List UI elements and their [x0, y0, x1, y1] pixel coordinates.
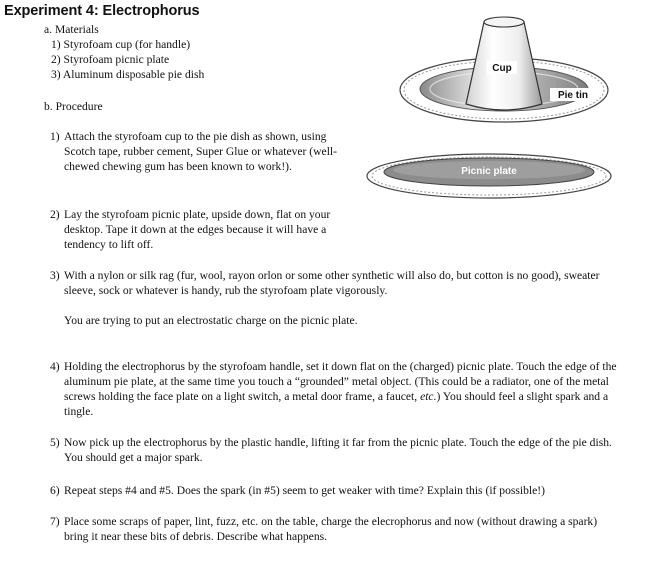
step-number: 2)	[50, 208, 60, 221]
step-text-emphasis: etc.	[420, 390, 437, 403]
procedure-step-1	[50, 129, 356, 174]
materials-list	[51, 37, 204, 82]
procedure-step-2	[50, 207, 356, 252]
procedure-step-6	[50, 483, 622, 498]
step-text: Attach the styrofoam cup to the pie dish as shown, using Scotch tape, rubber cement, Super Glue or whatever (well-chewed chewing gum has been known to work!).	[64, 130, 337, 173]
step-text: Place some scraps of paper, lint, fuzz, etc. on the table, charge the elecrophorus and now (without drawing a spark) bring it near these bits of debris. Describe what happens.	[64, 515, 598, 543]
procedure-step-5	[50, 435, 622, 465]
step-text: Lay the styrofoam picnic plate, upside down, flat on your desktop. Tape it down at the edges because it will have a tendency to lift off.	[64, 208, 331, 251]
step-text-part: Holding the electrophorus by the styrofoam handle, set it down flat on the (charged) picnic plate. Touch the edge of the aluminum pie plate, at the same time you touch a “grounded” metal object. (This could be a radiator, one of the metal screws holding the face plate on a light switch, a metal door frame, a faucet,	[64, 360, 617, 403]
step-number: 4)	[50, 360, 60, 373]
pie-tin-label: Pie tin	[557, 90, 589, 101]
materials-heading: a. Materials	[44, 23, 99, 36]
step-number: 5)	[50, 436, 60, 449]
picnic-plate-label: Picnic plate	[461, 166, 517, 177]
procedure-step-7	[50, 514, 622, 544]
electrophorus-figure	[360, 6, 648, 206]
material-item: 1) Styrofoam cup (for handle)	[51, 38, 191, 51]
step-text	[64, 359, 622, 419]
cup-label: Cup	[492, 63, 512, 74]
step-text-part: ) You should feel a slight spark and a tingle.	[64, 390, 609, 418]
step-text: With a nylon or silk rag (fur, wool, rayon orlon or some other synthetic will also do, but cotton is no good), sweater sleeve, sock or whatever is handy, rub the styrofoam plate vigorously.	[64, 269, 600, 297]
step-text: Repeat steps #4 and #5. Does the spark (in #5) seem to get weaker with time? Explain this (if possible!)	[64, 484, 546, 497]
page-title: Experiment 4: Electrophorus	[4, 3, 200, 19]
step-number: 3)	[50, 269, 60, 282]
material-item: 2) Styrofoam picnic plate	[51, 53, 170, 66]
step-text: Now pick up the electrophorus by the plastic handle, lifting it far from the picnic plate. Touch the edge of the pie dish. You should get a major spark.	[64, 436, 612, 464]
step-number: 6)	[50, 484, 60, 497]
step-number: 7)	[50, 515, 60, 528]
step-number: 1)	[50, 130, 60, 143]
procedure-heading: b. Procedure	[44, 100, 103, 113]
step-note: You are trying to put an electrostatic charge on the picnic plate.	[64, 314, 358, 327]
procedure-step-3	[50, 268, 622, 328]
material-item: 3) Aluminum disposable pie dish	[51, 68, 205, 81]
procedure-step-4	[50, 359, 622, 419]
